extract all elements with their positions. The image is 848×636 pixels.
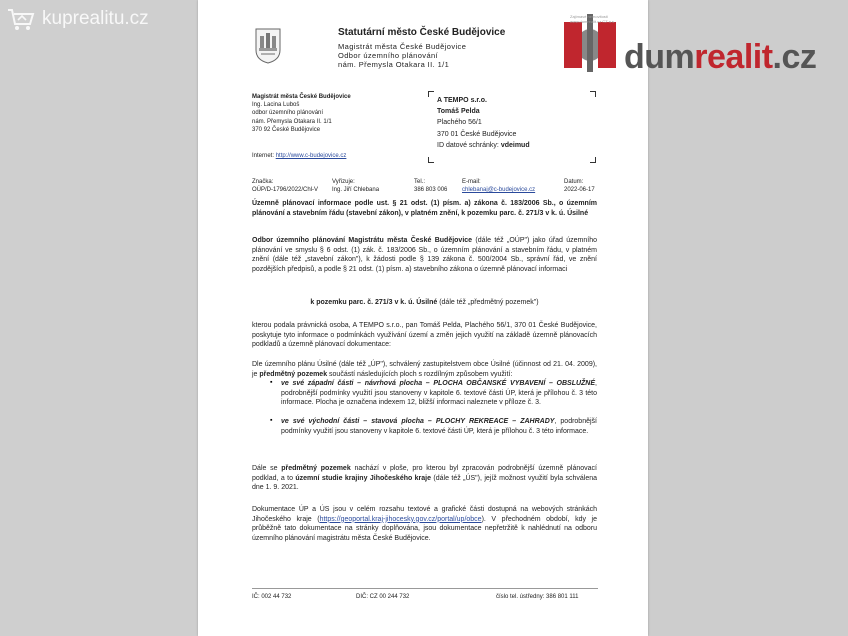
paragraph-3: kterou podala právnická osoba, A TEMPO s.r.o., pan Tomáš Pelda, Plachého 56/1, 370 01 České Budějovice, poskytuje tyto informace o podmínkách využívání území a změn jejich využití na základě územně plánovacích podkladů a územně plánovací dokumentace:: [252, 322, 597, 349]
sender-line-1: Magistrát města České Budějovice: [252, 94, 351, 100]
footer-phone: číslo tel. ústředny: 386 801 111: [496, 594, 579, 600]
meta-h1: Vyřizuje:: [332, 179, 355, 185]
b1-bold: ve své západní části – návrhová plocha – PLOCHA OBČANSKÉ VYBAVENÍ – OBSLUŽNÉ: [281, 380, 596, 387]
footer-divider: [252, 588, 598, 589]
header-line-2: Odbor územního plánování: [338, 51, 439, 60]
recipient-databox-label: ID datové schránky:: [437, 141, 501, 149]
recipient-line-5: [437, 140, 530, 151]
brand-name: [624, 38, 816, 77]
sender-block: [252, 93, 351, 134]
address-corner-tl: [428, 91, 434, 97]
cart-house-icon: [6, 6, 36, 32]
recipient-line-3: Plachého 56/1: [437, 119, 482, 127]
bullet-1: [281, 379, 597, 408]
meta-v4: 2022-06-17: [564, 187, 595, 193]
p5-e: (dále též „ÚS"), jejíž možnost využití byla schválena dne 1. 9. 2021.: [252, 474, 598, 492]
p2-rest: (dále též „předmětný pozemek"): [437, 299, 539, 306]
p4-b: předmětný pozemek: [259, 370, 328, 378]
p6-b: ). V přechodném období, kdy je průběžně tato dokumentace na stránky doplňována, jsou dokumentace nepřetržitě k nahlédnutí na odboru územního plánování magistrátu města České Budějovice.: [252, 515, 598, 542]
watermark-kuprealitu: [6, 6, 149, 32]
header-line-1: Magistrát města České Budějovice: [338, 42, 467, 51]
b2-rest: , podrobnější podmínky využití jsou stanoveny v kapitole 6. textové části ÚP, která je přílohou č. 3 této informace.: [281, 418, 597, 435]
brand-tagline: Zajímavé nemovitosti www.dumrealit.cz CZ a.s.: [570, 14, 616, 24]
meta-h2: Tel.:: [414, 179, 426, 185]
meta-v0: OÚP/D-1796/2022/Chl-V: [252, 187, 319, 193]
sender-line-3: odbor územního plánování: [252, 110, 324, 117]
meta-h0: Značka:: [252, 179, 274, 185]
p1-rest: (dále též „OÚP") jako úřad územního plánování ve smyslu § 6 odst. (1) zák. č. 183/2006 Sb., o územním plánování a stavebním řádu, v platném znění (dále též „stavební zákon"), k žádosti podle § 139 zákona č. 500/2004 Sb., správní řád, ve znění pozdějších předpisů, a podle § 21 odst. (1) písm. a) stavebního zákona o územně plánovací informaci: [252, 237, 597, 273]
watermark-text: kuprealitu.cz: [42, 8, 149, 29]
paragraph-4: [252, 360, 597, 379]
footer-dic: DIČ: CZ 00 244 732: [356, 594, 410, 600]
city-crest-icon: [255, 28, 281, 64]
bullet-2: [281, 417, 597, 436]
subject: Územně plánovací informace podle ust. § 21 odst. (1) písm. a) zákona č. 183/2006 Sb., o územním plánování a stavebním řádu (stavební zákon), v platném znění, k pozemku parc. č. 271/3 v k. ú. Úsilné: [252, 200, 597, 217]
meta-h4: Datum:: [564, 179, 584, 185]
meta-v3[interactable]: chlebanaj@c-budejovice.cz: [462, 187, 536, 193]
p2-bold: k pozemku parc. č. 271/3 v k. ú. Úsilné: [310, 299, 438, 306]
brand-name-cz: .cz: [772, 38, 817, 76]
b1-rest: , podrobnější podmínky využití jsou stanoveny v kapitole 6. textové části ÚP, která je přílohou č. 3 této informace. Plocha je označena indexem 12, bližší informaci naleznete v příloze č. 3.: [281, 380, 597, 407]
sender-line-4: nám. Přemysla Otakara II. 1/1: [252, 118, 332, 125]
recipient-databox-id: vdeimud: [500, 141, 530, 149]
internet-label: Internet:: [252, 153, 275, 159]
p6-a: Dokumentace ÚP a ÚS jsou v celém rozsahu textové a grafické části dostupná na webových stránkách Jihočeského kraje (: [252, 506, 597, 523]
bullet-2-icon: ▪: [270, 417, 273, 424]
sender-line-2: Ing. Lacina Luboš: [252, 102, 300, 109]
background-right: [648, 0, 848, 636]
city-title: Statutární město České Budějovice: [338, 27, 506, 38]
dumrealit-logo: [560, 12, 848, 82]
header-line-3: nám. Přemysla Otakara II. 1/1: [338, 60, 450, 69]
paragraph-5: [252, 464, 597, 493]
p5-d: územní studie krajiny Jihočeského kraje: [295, 474, 432, 482]
internet-link[interactable]: http://www.c-budejovice.cz: [275, 153, 347, 159]
p5-a: Dále se: [252, 465, 282, 472]
meta-h3: E-mail:: [462, 179, 481, 185]
recipient-line-4: 370 01 České Budějovice: [437, 130, 517, 138]
bullet-1-icon: ▪: [270, 379, 273, 386]
recipient-line-1: A TEMPO s.r.o.: [437, 97, 487, 104]
sender-internet: [252, 152, 346, 160]
address-corner-br: [590, 157, 596, 163]
background-left: [0, 0, 200, 636]
brand-name-realit: realit: [694, 38, 773, 76]
p5-c: nachází v ploše, pro kterou byl zpracován podrobnější územně plánovací podklad, a to: [252, 465, 597, 482]
address-corner-bl: [428, 157, 434, 163]
address-corner-tr: [590, 91, 596, 97]
p1-bold: Odbor územního plánování Magistrátu města České Budějovice: [252, 237, 473, 244]
p4-a: Dle územního plánu Úsilné (dále též „ÚP"), schválený zastupitelstvem obce Úsilné (účinnost od 21. 04. 2009), je: [252, 361, 597, 378]
paragraph-1: [252, 236, 597, 274]
paragraph-2: [252, 298, 597, 308]
recipient-line-2: Tomáš Pelda: [437, 108, 480, 116]
paragraph-6: [252, 505, 597, 543]
footer-ic: IČ: 002 44 732: [252, 594, 292, 600]
p5-b: předmětný pozemek: [281, 465, 351, 472]
header-address: [338, 42, 466, 69]
sender-line-5: 370 92 České Budějovice: [252, 126, 321, 133]
recipient-block: [437, 95, 530, 151]
meta-v1: Ing. Jiří Chlebana: [332, 187, 380, 193]
geoportal-link[interactable]: https://geoportal.kraj-jihocesky.gov.cz/portal/up/obce: [319, 515, 482, 523]
p4-c: součástí následujících ploch s rozdílným způsobem využití:: [327, 370, 513, 378]
brand-name-dum: dum: [624, 38, 695, 76]
b2-bold: ve své východní části – stavová plocha – PLOCHY REKREACE – ZAHRADY: [281, 418, 555, 425]
meta-v2: 386 803 006: [414, 187, 448, 193]
